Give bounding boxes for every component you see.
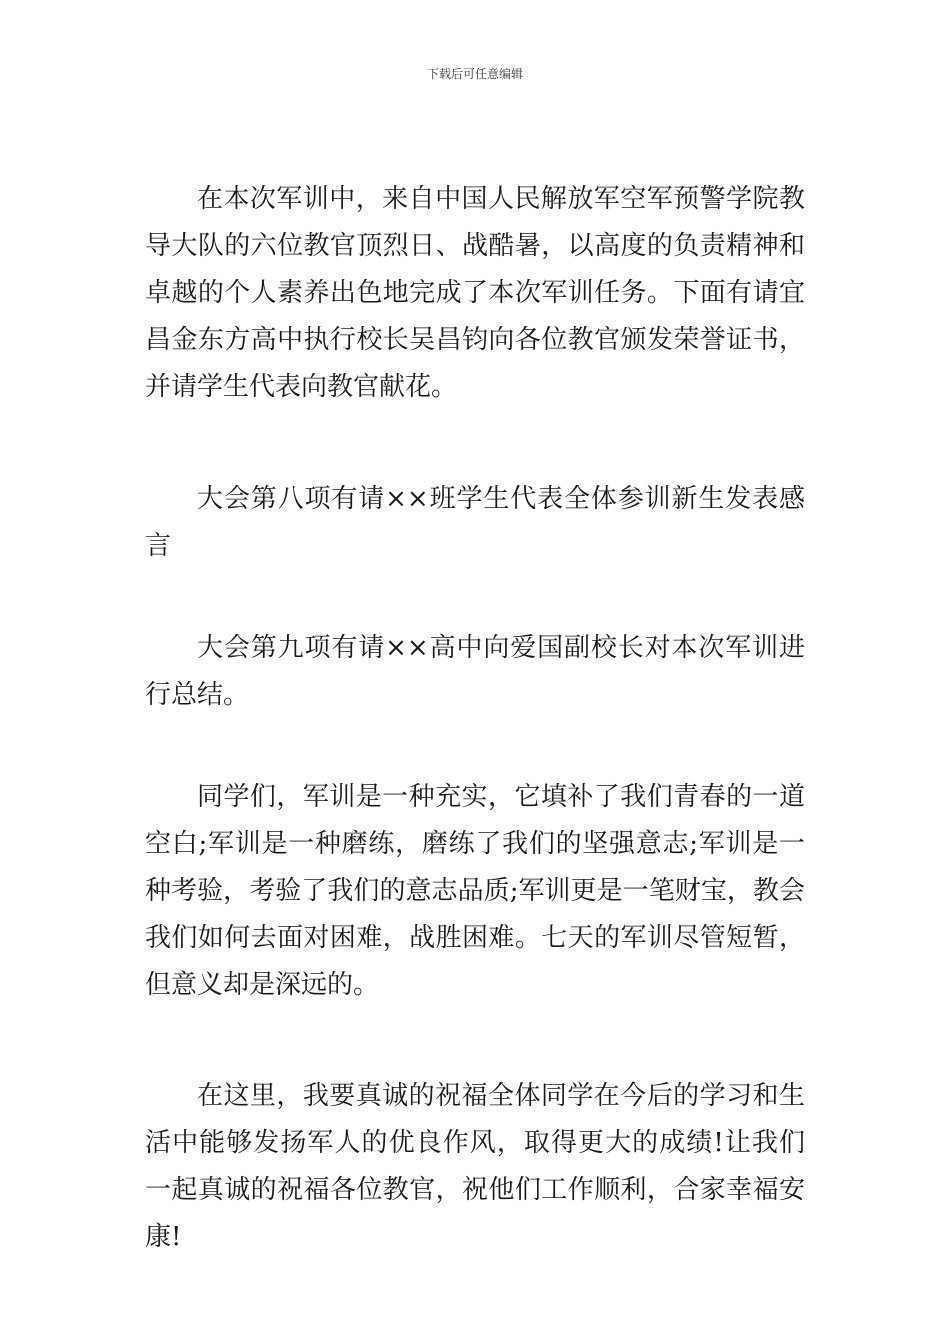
page-header: 下载后可任意编辑: [426, 67, 523, 81]
paragraph-instructor-thanks: 在本次军训中，来自中国人民解放军空军预警学院教导大队的六位教官顶烈日、战酷暑，以高度的负责精神和卓越的个人素养出色地完成了本次军训任务。下面有请宜昌金东方高中执行校长吴昌钧向各位教官颁发荣誉证书，并请学生代表向教官献花。: [145, 184, 805, 402]
paragraph-military-training-meaning: 同学们，军训是一种充实，它填补了我们青春的一道空白;军训是一种磨练，磨练了我们的坚强意志;军训是一种考验，考验了我们的意志品质;军训更是一笔财宝，教会我们如何去面对困难，战胜困难。七天的军训尽管短暂，但意义却是深远的。: [145, 782, 805, 1000]
paragraph-item-nine: 大会第九项有请××高中向爱国副校长对本次军训进行总结。: [145, 633, 805, 710]
paragraph-item-eight: 大会第八项有请××班学生代表全体参训新生发表感言: [145, 484, 805, 561]
paragraph-closing-wishes: 在这里，我要真诚的祝福全体同学在今后的学习和生活中能够发扬军人的优良作风，取得更大的成绩!让我们一起真诚的祝福各位教官，祝他们工作顺利，合家幸福安康!: [145, 1081, 805, 1252]
